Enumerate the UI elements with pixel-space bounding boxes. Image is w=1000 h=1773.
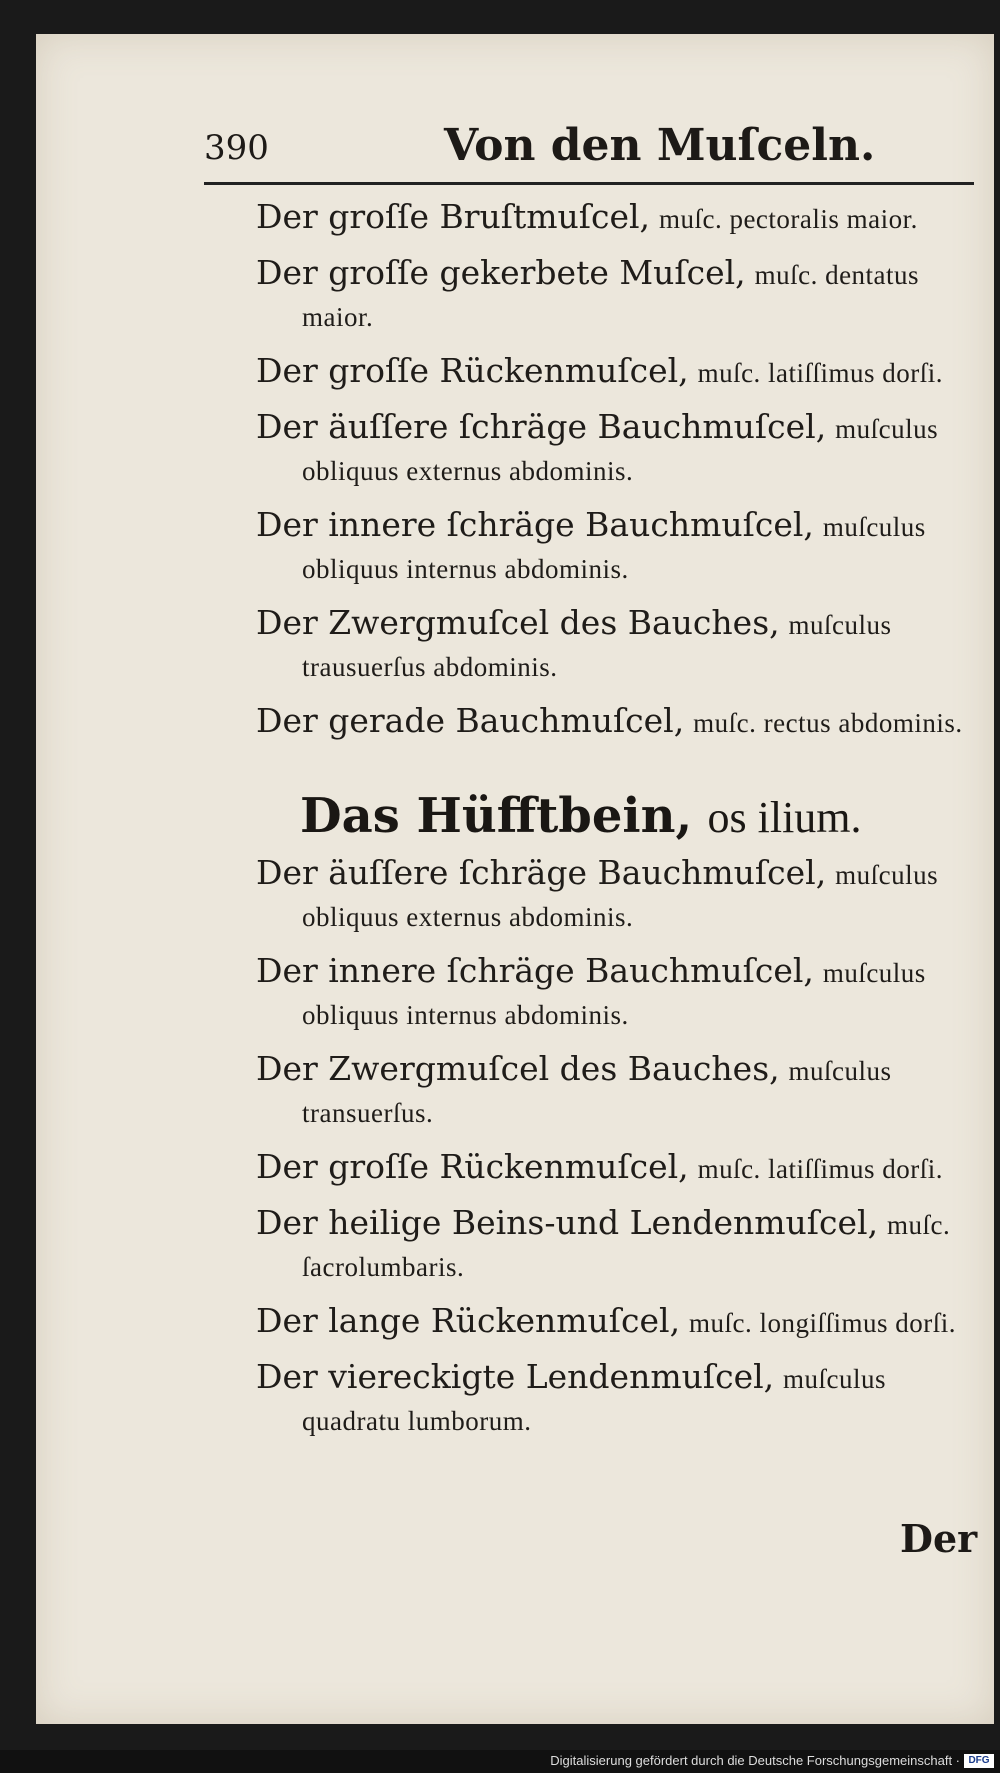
list-item [256, 406, 984, 492]
list-item [256, 504, 984, 590]
latin-term: muſc. rectus abdominis. [693, 708, 963, 738]
page-content [256, 196, 984, 1454]
german-term: Der groſſe gekerbete Muſcel, [256, 253, 746, 292]
german-term: Der groſſe Bruſtmuſcel, [256, 197, 651, 236]
latin-term: muſc. dentatus maior. [302, 260, 920, 332]
entry-list-top [256, 196, 984, 744]
german-term: Der Zwergmuſcel des Bauches, [256, 1049, 780, 1088]
german-term: Der Zwergmuſcel des Bauches, [256, 603, 780, 642]
latin-term: muſculus trausuerſus abdominis. [302, 610, 892, 682]
running-title: Von den Muſceln. [444, 120, 876, 171]
german-term: Der groſſe Rückenmuſcel, [256, 1147, 689, 1186]
section-heading [300, 786, 984, 848]
german-term: Der innere ſchräge Bauchmuſcel, [256, 951, 814, 990]
german-term: Der innere ſchräge Bauchmuſcel, [256, 505, 814, 544]
digitization-credit: Digitalisierung gefördert durch die Deutsche Forschungsgemeinschaft · [550, 1753, 960, 1768]
list-item [256, 196, 984, 240]
dfg-logo: DFG [964, 1754, 994, 1768]
catchword: Der [900, 1516, 978, 1561]
german-term: Der gerade Bauchmuſcel, [256, 701, 685, 740]
list-item [256, 1202, 984, 1288]
latin-term: muſculus obliquus externus abdominis. [302, 414, 939, 486]
latin-term: muſc. latiſſimus dorſi. [697, 1154, 944, 1184]
latin-term: muſculus obliquus externus abdominis. [302, 860, 939, 932]
list-item [256, 1300, 984, 1344]
latin-term: muſc. longiſſimus dorſi. [688, 1308, 956, 1338]
page-number: 390 [204, 128, 269, 168]
list-item [256, 350, 984, 394]
section-heading-german: Das Hüfftbein, [300, 788, 693, 844]
german-term: Der äuſſere ſchräge Bauchmuſcel, [256, 853, 827, 892]
section-heading-latin: os ilium. [707, 793, 862, 842]
latin-term: muſculus obliquus internus abdominis. [302, 512, 926, 584]
german-term: Der heilige Beins-und Lendenmuſcel, [256, 1203, 879, 1242]
list-item [256, 1048, 984, 1134]
list-item [256, 252, 984, 338]
german-term: Der viereckigte Lendenmuſcel, [256, 1357, 775, 1396]
german-term: Der äuſſere ſchräge Bauchmuſcel, [256, 407, 827, 446]
german-term: Der lange Rückenmuſcel, [256, 1301, 681, 1340]
entry-list-bottom [256, 852, 984, 1442]
latin-term: muſculus obliquus internus abdominis. [302, 958, 926, 1030]
list-item [256, 1146, 984, 1190]
list-item [256, 700, 984, 744]
list-item [256, 950, 984, 1036]
latin-term: muſc. ſacrolumbaris. [302, 1210, 951, 1282]
header-rule [204, 182, 974, 185]
latin-term: muſculus transuerſus. [302, 1056, 892, 1128]
latin-term: muſc. latiſſimus dorſi. [697, 358, 944, 388]
page-header [204, 120, 974, 180]
list-item [256, 852, 984, 938]
latin-term: muſc. pectoralis maior. [658, 204, 918, 234]
list-item [256, 1356, 984, 1442]
list-item [256, 602, 984, 688]
latin-term: muſculus quadratu lumborum. [302, 1364, 887, 1436]
german-term: Der groſſe Rückenmuſcel, [256, 351, 689, 390]
